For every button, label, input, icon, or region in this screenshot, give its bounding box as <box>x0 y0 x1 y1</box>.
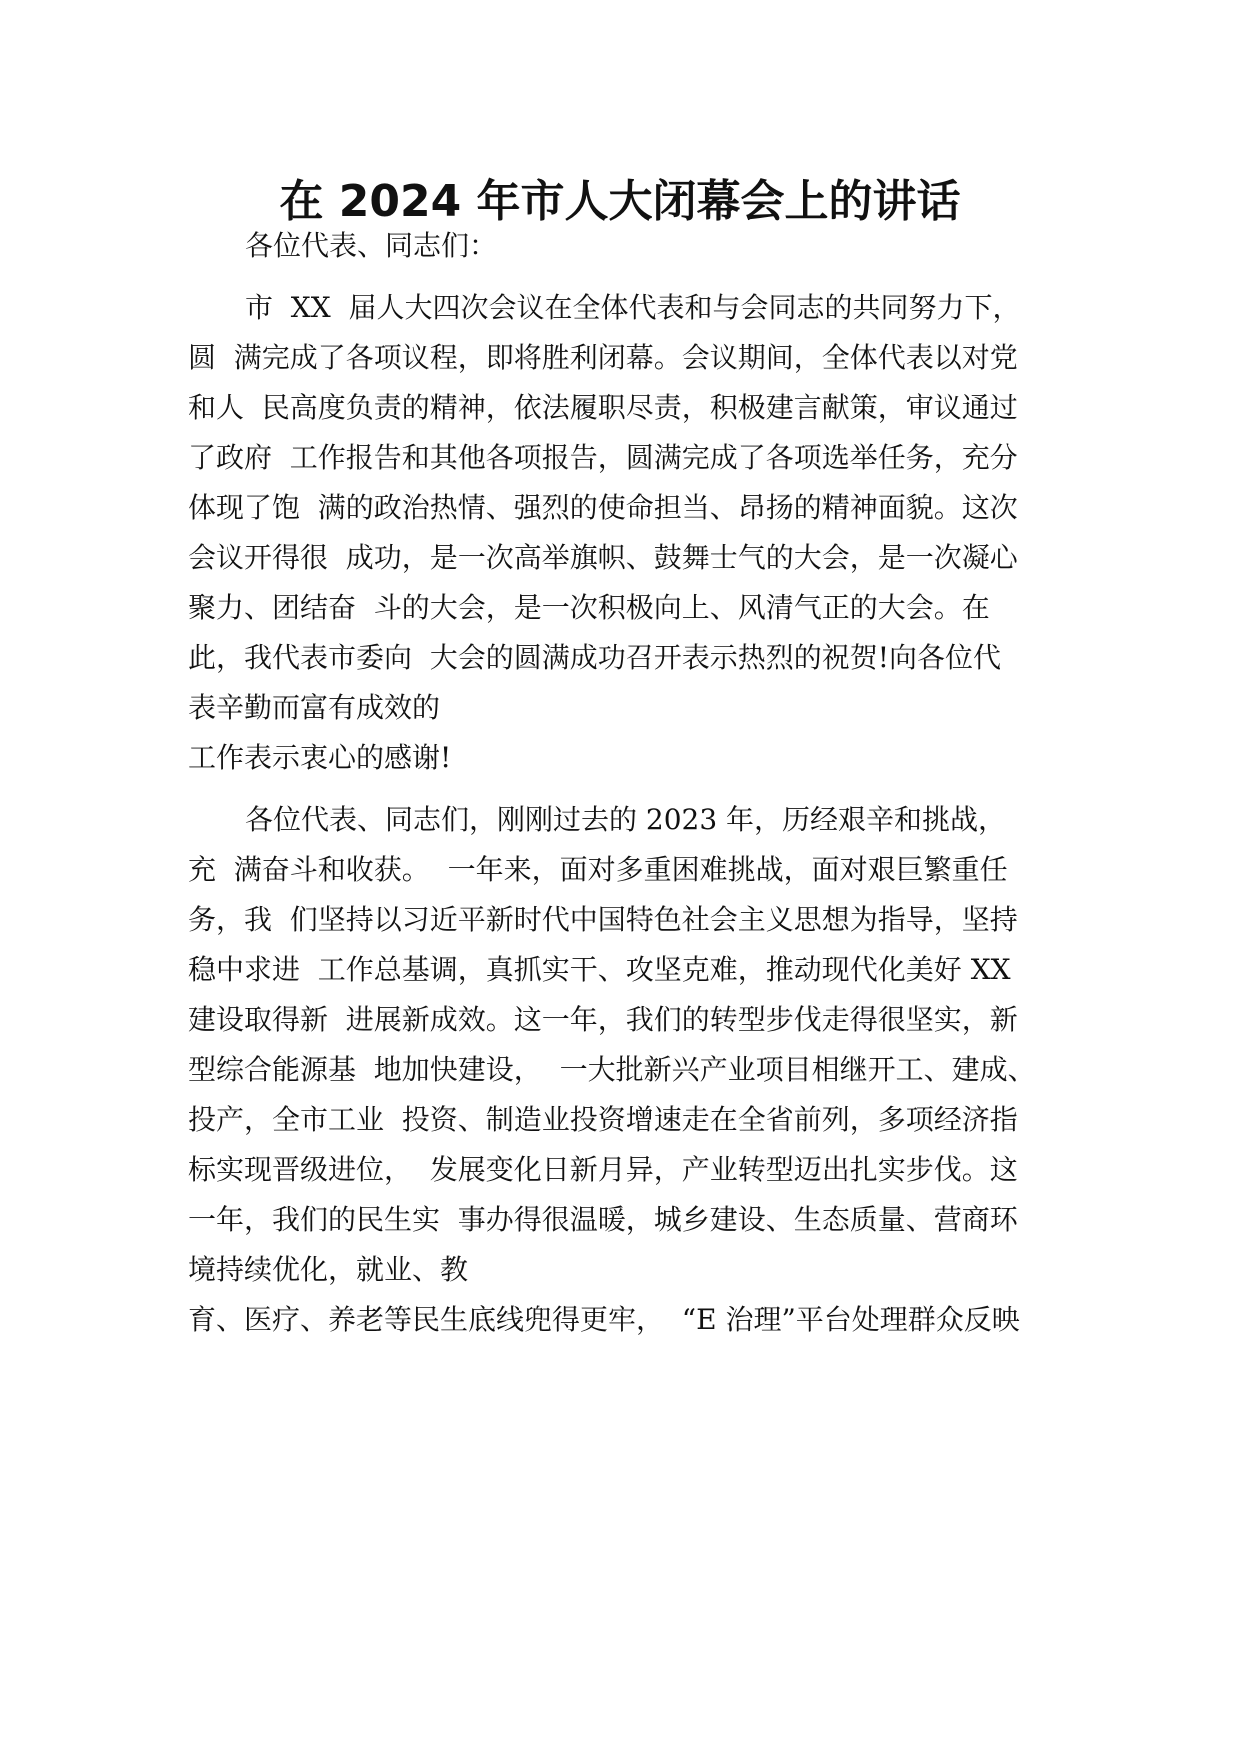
paragraph-2-line-2: 充 满奋斗和收获。 一年来，面对多重困难挑战，面对艰巨繁重任 <box>188 853 1008 886</box>
paragraph-1-line-8: 此，我代表市委向 大会的圆满成功召开表示热烈的祝贺!向各位代 <box>188 641 1002 674</box>
paragraph-1-line-5: 体现了饱 满的政治热情、强烈的使命担当、昂扬的精神面貌。这次 <box>188 491 1018 524</box>
paragraph-1-line-4: 了政府 工作报告和其他各项报告，圆满完成了各项选举任务，充分 <box>188 441 1018 474</box>
paragraph-2-line-8: 标实现晋级进位， 发展变化日新月异，产业转型迈出扎实步伐。这 <box>188 1153 1018 1186</box>
paragraph-1-line-1: 市 XX 届人大四次会议在全体代表和与会同志的共同努力下， <box>245 291 1021 324</box>
document-title: 在 2024 年市人大闭幕会上的讲话 <box>279 176 961 227</box>
paragraph-2-line-3: 务，我 们坚持以习近平新时代中国特色社会主义思想为指导，坚持 <box>188 903 1018 936</box>
paragraph-1-line-10: 工作表示衷心的感谢! <box>188 741 452 774</box>
paragraph-1-line-2: 圆 满完成了各项议程，即将胜利闭幕。会议期间，全体代表以对党 <box>188 341 1018 374</box>
paragraph-2-line-10: 境持续优化，就业、教 <box>188 1253 469 1286</box>
paragraph-1-line-6: 会议开得很 成功，是一次高举旗帜、鼓舞士气的大会，是一次凝心 <box>188 541 1018 574</box>
paragraph-1-line-9: 表辛勤而富有成效的 <box>188 691 441 724</box>
salutation: 各位代表、同志们： <box>245 229 498 262</box>
paragraph-2-line-5: 建设取得新 进展新成效。这一年，我们的转型步伐走得很坚实，新 <box>188 1003 1018 1036</box>
paragraph-1-line-3: 和人 民高度负责的精神，依法履职尽责，积极建言献策，审议通过 <box>188 391 1018 424</box>
paragraph-2-line-11: 育、医疗、养老等民生底线兜得更牢， “E 治理”平台处理群众反映 <box>188 1303 1020 1336</box>
paragraph-2-line-9: 一年，我们的民生实 事办得很温暖，城乡建设、生态质量、营商环 <box>188 1203 1018 1236</box>
paragraph-2-line-4: 稳中求进 工作总基调，真抓实干、攻坚克难，推动现代化美好 XX <box>188 953 1011 986</box>
paragraph-1-line-7: 聚力、团结奋 斗的大会，是一次积极向上、风清气正的大会。在 <box>188 591 990 624</box>
paragraph-2-line-6: 型综合能源基 地加快建设， 一大批新兴产业项目相继开工、建成、 <box>188 1053 1036 1086</box>
paragraph-2-line-1: 各位代表、同志们，刚刚过去的 2023 年，历经艰辛和挑战， <box>245 803 1007 836</box>
paragraph-2-line-7: 投产，全市工业 投资、制造业投资增速走在全省前列，多项经济指 <box>188 1103 1018 1136</box>
